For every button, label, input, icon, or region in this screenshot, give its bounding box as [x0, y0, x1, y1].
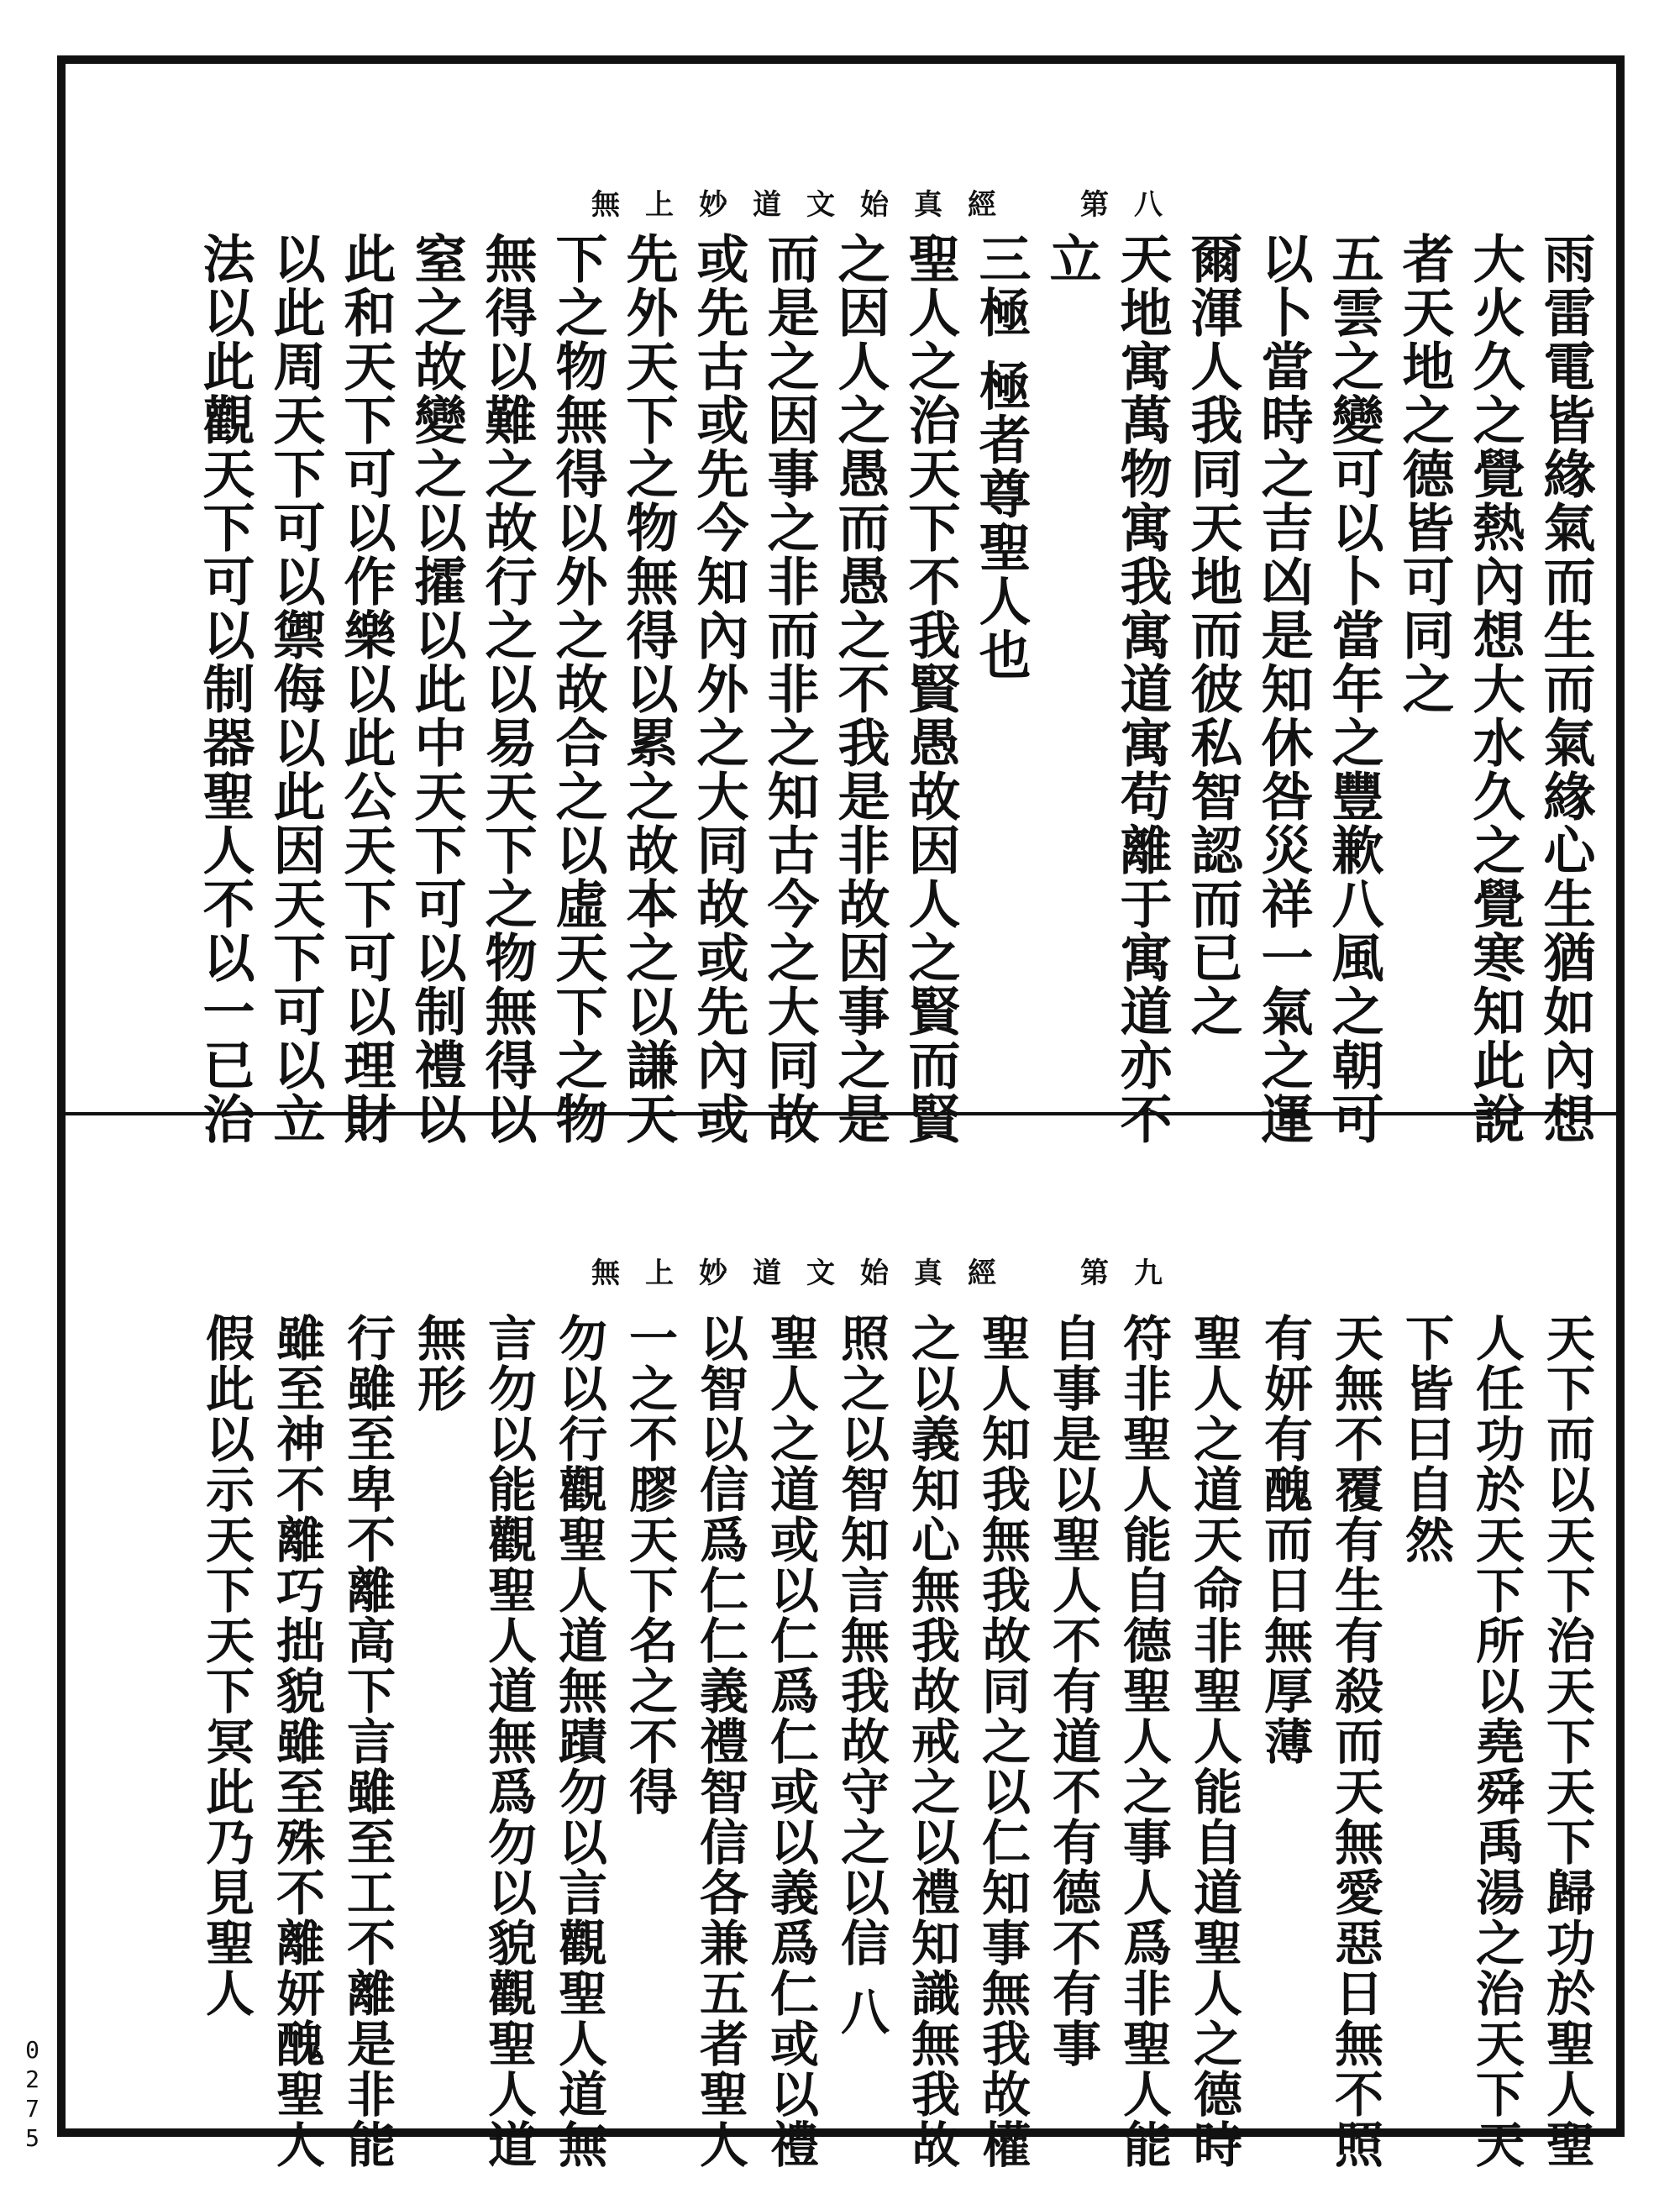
lower-text-columns [197, 1313, 1595, 2170]
upper-column: 以卜當時之吉凶是知休咎災祥一氣之運 [1252, 232, 1314, 1146]
lower-column: 無形 [409, 1313, 466, 1414]
upper-column: 三極 極者尊聖人也 [970, 232, 1032, 682]
upper-column: 之因人之愚而愚之不我是非故因事之是 [829, 232, 890, 1146]
upper-column: 而是之因事之非而非之知古今之大同故 [759, 232, 820, 1146]
lower-column: 天無不覆有生有殺而天無愛惡日無不照 [1326, 1313, 1383, 2170]
page-frame [57, 55, 1625, 2170]
upper-column: 爾渾人我同天地而彼私智認而已之 [1182, 232, 1243, 1038]
upper-column: 或先古或先今知內外之大同故或先內或 [688, 232, 749, 1146]
lower-column: 一之不膠天下名之不得 [621, 1313, 678, 1817]
lower-column: 勿以行觀聖人道無蹟勿以言觀聖人道無 [550, 1313, 607, 2170]
lower-page-header [591, 1250, 1188, 1291]
upper-header-title: 無上妙道文始真經 [591, 188, 1021, 222]
upper-column: 雨雷電皆緣氣而生而氣緣心生猶如內想 [1535, 232, 1596, 1146]
lower-column: 聖人之道天命非聖人能自道聖人之德時 [1185, 1313, 1242, 2170]
lower-header-chapter: 第九 [1080, 1257, 1188, 1290]
upper-column: 者天地之德皆可同之 [1394, 232, 1455, 716]
lower-page [66, 1115, 1616, 2170]
lower-column: 雖至神不離巧拙貌雖至殊不離妍醜聖人 [268, 1313, 325, 2170]
upper-column: 窒之故變之以攉以此中天下可以制禮以 [406, 232, 467, 1146]
upper-header-chapter: 第八 [1080, 188, 1188, 222]
lower-column: 之以義知心無我故戒之以禮知識無我故 [903, 1313, 960, 2170]
upper-column: 下之物無得以外之故合之以虛天下之物 [547, 232, 608, 1146]
lower-column: 假此以示天下天下冥此乃見聖人 [197, 1313, 255, 2018]
lower-column: 符非聖人能自德聖人之事人爲非聖人能 [1115, 1313, 1172, 2170]
lower-column: 天下而以天下治天下天下歸功於聖人聖 [1538, 1313, 1595, 2170]
upper-text-columns [194, 232, 1596, 1146]
lower-column: 聖人之道或以仁爲仁或以義爲仁或以禮 [762, 1313, 819, 2170]
lower-column: 照之以智知言無我故守之以信 八 [832, 1313, 890, 2038]
upper-column: 無得以難之故行之以易天下之物無得以 [476, 232, 538, 1146]
lower-column: 自事是以聖人不有道不有德不有事 [1044, 1313, 1101, 2069]
lower-column: 有妍有醜而日無厚薄 [1256, 1313, 1313, 1766]
upper-column: 法以此觀天下可以制器聖人不以一已治 [194, 232, 255, 1146]
lower-column: 人任功於天下所以堯舜禹湯之治天下天 [1467, 1313, 1525, 2170]
upper-column: 以此周天下可以禦侮以此因天下可以立 [265, 232, 326, 1146]
upper-column: 聖人之治天下不我賢愚故因人之賢而賢 [900, 232, 961, 1146]
upper-page [66, 64, 1616, 1146]
lower-column: 下皆曰自然 [1397, 1313, 1454, 1565]
upper-column: 天地寓萬物寓我寓道寓苟離于寓道亦不 [1111, 232, 1173, 1146]
upper-column: 此和天下可以作樂以此公天下可以理財 [335, 232, 396, 1146]
upper-column: 立 [1041, 232, 1102, 286]
lower-column: 以智以信爲仁仁義禮智信各兼五者聖人 [691, 1313, 748, 2170]
lower-header-title: 無上妙道文始真經 [591, 1257, 1021, 1290]
upper-column: 五雲之變可以卜當年之豐歉八風之朝可 [1323, 232, 1384, 1146]
lower-column: 聖人知我無我故同之以仁知事無我故權 [974, 1313, 1031, 2170]
upper-column: 大火久之覺熱內想大水久之覺寒知此說 [1464, 232, 1525, 1146]
upper-page-header [591, 181, 1188, 223]
upper-column: 先外天下之物無得以累之故本之以謙天 [617, 232, 679, 1146]
page-number: 0275 [18, 2036, 46, 2154]
lower-column: 言勿以能觀聖人道無爲勿以貌觀聖人道 [480, 1313, 537, 2170]
lower-column: 行雖至卑不離高下言雖至工不離是非能 [339, 1313, 396, 2170]
